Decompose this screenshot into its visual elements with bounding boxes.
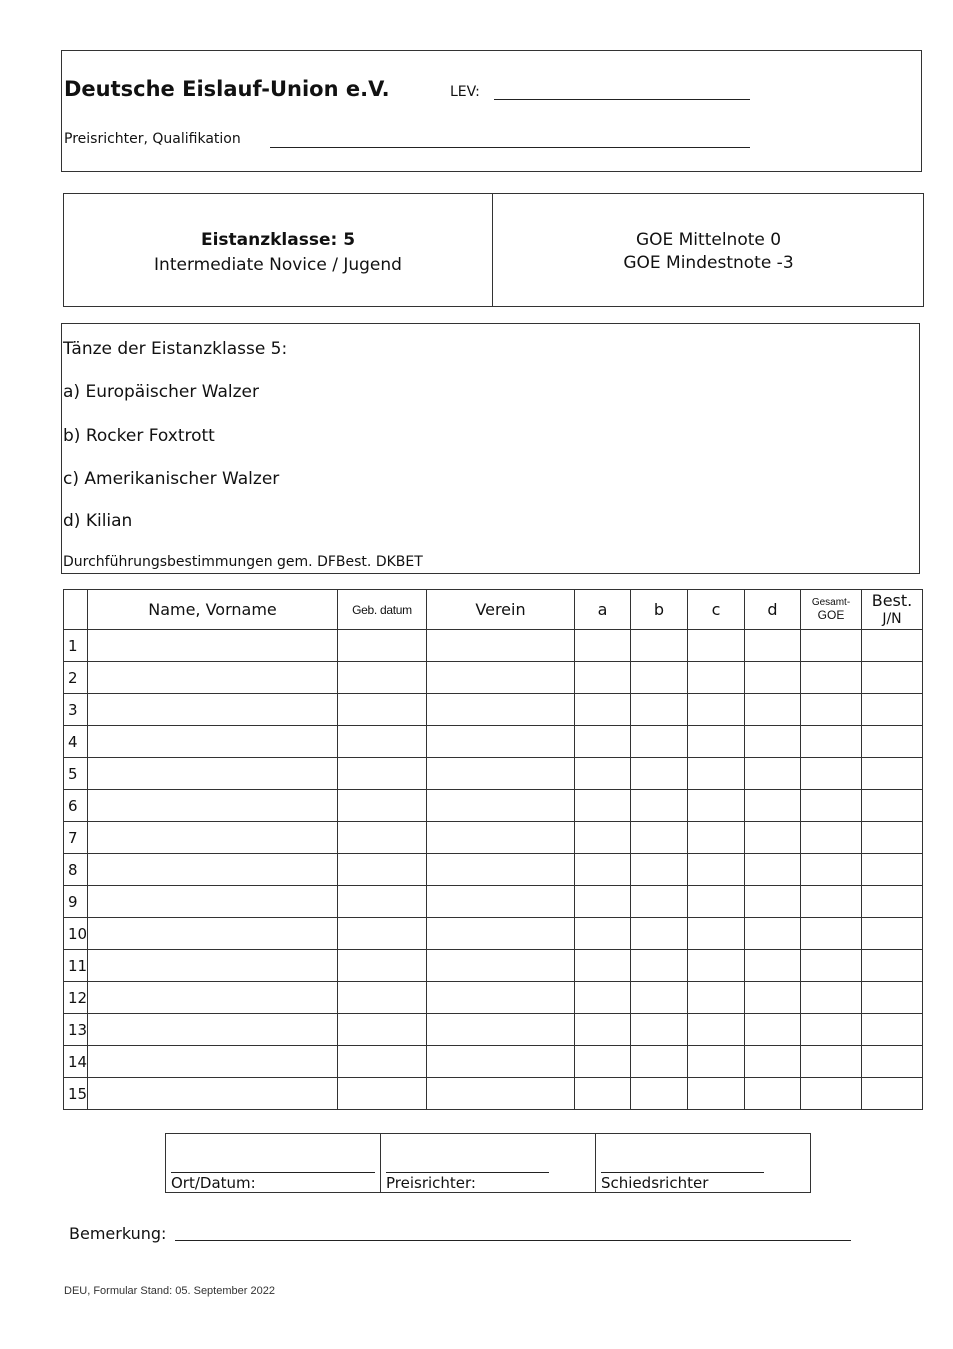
dance-d-cell[interactable] [745, 694, 801, 726]
table-header-row [64, 590, 923, 630]
dance-c-cell[interactable] [688, 854, 745, 886]
dance-b-cell[interactable] [631, 790, 688, 822]
dance-a-cell[interactable] [575, 1078, 631, 1110]
table-row [64, 950, 923, 982]
table-row [64, 854, 923, 886]
dance-d-cell[interactable] [745, 886, 801, 918]
place-date-signature-line[interactable] [171, 1172, 375, 1173]
dance-b-cell[interactable] [631, 854, 688, 886]
dance-d-cell[interactable] [745, 854, 801, 886]
name-cell[interactable] [88, 854, 338, 886]
total-goe-cell[interactable] [801, 854, 862, 886]
passed-cell[interactable] [862, 822, 923, 854]
dance-c-cell[interactable] [688, 1078, 745, 1110]
dance-d-cell[interactable] [745, 1014, 801, 1046]
dance-b-cell[interactable] [631, 918, 688, 950]
row-number: 7 [64, 822, 88, 854]
total-goe-cell[interactable] [801, 726, 862, 758]
dance-c-cell[interactable] [688, 694, 745, 726]
referee-signature-line[interactable] [601, 1172, 764, 1173]
club-cell[interactable] [427, 918, 575, 950]
dance-a-cell[interactable] [575, 1014, 631, 1046]
total-goe-cell[interactable] [801, 886, 862, 918]
table-row [64, 662, 923, 694]
dance-item-c: c) Amerikanischer Walzer [63, 469, 280, 489]
birthdate-cell[interactable] [338, 918, 427, 950]
name-cell[interactable] [88, 1078, 338, 1110]
birthdate-cell[interactable] [338, 630, 427, 662]
remark-field-line[interactable] [175, 1240, 851, 1241]
header-dance-c: c [688, 590, 745, 630]
dance-d-cell[interactable] [745, 758, 801, 790]
passed-cell[interactable] [862, 630, 923, 662]
total-goe-cell[interactable] [801, 790, 862, 822]
total-goe-cell[interactable] [801, 1014, 862, 1046]
table-row [64, 758, 923, 790]
referee-signature-label: Schiedsrichter [601, 1174, 709, 1192]
passed-cell[interactable] [862, 950, 923, 982]
row-number: 11 [64, 950, 88, 982]
dance-d-cell[interactable] [745, 822, 801, 854]
header-dance-d: d [745, 590, 801, 630]
row-number: 9 [64, 886, 88, 918]
dance-b-cell[interactable] [631, 1014, 688, 1046]
dance-d-cell[interactable] [745, 950, 801, 982]
name-cell[interactable] [88, 694, 338, 726]
total-goe-cell[interactable] [801, 662, 862, 694]
dance-a-cell[interactable] [575, 630, 631, 662]
name-cell[interactable] [88, 982, 338, 1014]
dance-a-cell[interactable] [575, 758, 631, 790]
signature-divider [595, 1133, 596, 1193]
row-number: 6 [64, 790, 88, 822]
dance-item-d: d) Kilian [63, 511, 133, 531]
passed-cell[interactable] [862, 790, 923, 822]
remark-label: Bemerkung: [69, 1224, 167, 1243]
name-cell[interactable] [88, 822, 338, 854]
name-cell[interactable] [88, 1046, 338, 1078]
birthdate-cell[interactable] [338, 1014, 427, 1046]
total-goe-cell[interactable] [801, 1078, 862, 1110]
header-passed [862, 590, 923, 630]
dance-a-cell[interactable] [575, 662, 631, 694]
dance-b-cell[interactable] [631, 886, 688, 918]
dance-item-b: b) Rocker Foxtrott [63, 426, 215, 446]
passed-cell[interactable] [862, 694, 923, 726]
dance-d-cell[interactable] [745, 790, 801, 822]
dance-a-cell[interactable] [575, 726, 631, 758]
dance-b-cell[interactable] [631, 630, 688, 662]
dance-c-cell[interactable] [688, 918, 745, 950]
header-total-goe-line1: Gesamt- [811, 597, 851, 608]
passed-cell[interactable] [862, 918, 923, 950]
dance-c-cell[interactable] [688, 662, 745, 694]
passed-cell[interactable] [862, 886, 923, 918]
dance-item-a: a) Europäischer Walzer [63, 382, 259, 402]
dance-d-cell[interactable] [745, 1046, 801, 1078]
passed-cell[interactable] [862, 1078, 923, 1110]
passed-cell[interactable] [862, 854, 923, 886]
dance-d-cell[interactable] [745, 662, 801, 694]
total-goe-cell[interactable] [801, 918, 862, 950]
header-passed-line2: J/N [882, 610, 902, 627]
judge-qualification-label: Preisrichter, Qualifikation [64, 131, 241, 147]
dance-c-cell[interactable] [688, 726, 745, 758]
passed-cell[interactable] [862, 1014, 923, 1046]
row-number: 5 [64, 758, 88, 790]
row-number: 13 [64, 1014, 88, 1046]
dance-a-cell[interactable] [575, 822, 631, 854]
total-goe-cell[interactable] [801, 822, 862, 854]
dance-a-cell[interactable] [575, 918, 631, 950]
header-club: Verein [427, 590, 575, 630]
name-cell[interactable] [88, 726, 338, 758]
table-row [64, 726, 923, 758]
lev-field-line[interactable] [494, 99, 750, 100]
total-goe-cell[interactable] [801, 630, 862, 662]
lev-label: LEV: [450, 84, 480, 100]
total-goe-cell[interactable] [801, 694, 862, 726]
header-birthdate: Geb. datum [338, 590, 427, 630]
club-cell[interactable] [427, 1014, 575, 1046]
birthdate-cell[interactable] [338, 1078, 427, 1110]
table-row [64, 630, 923, 662]
birthdate-cell[interactable] [338, 982, 427, 1014]
table-row [64, 886, 923, 918]
birthdate-cell[interactable] [338, 694, 427, 726]
judge-qualification-field-line[interactable] [270, 147, 750, 148]
row-number: 3 [64, 694, 88, 726]
header-total-goe [801, 590, 862, 630]
club-cell[interactable] [427, 854, 575, 886]
header-passed-line1: Best. [871, 590, 913, 610]
dance-b-cell[interactable] [631, 1078, 688, 1110]
header-box [61, 50, 922, 172]
results-table [63, 589, 923, 1110]
dance-b-cell[interactable] [631, 758, 688, 790]
header-number [64, 590, 88, 630]
passed-cell[interactable] [862, 1046, 923, 1078]
total-goe-cell[interactable] [801, 950, 862, 982]
results-body [64, 630, 923, 1110]
row-number: 10 [64, 918, 88, 950]
name-cell[interactable] [88, 1014, 338, 1046]
row-number: 4 [64, 726, 88, 758]
dance-c-cell[interactable] [688, 886, 745, 918]
birthdate-cell[interactable] [338, 1046, 427, 1078]
organization-title: Deutsche Eislauf-Union e.V. [64, 77, 390, 101]
dance-a-cell[interactable] [575, 790, 631, 822]
club-cell[interactable] [427, 950, 575, 982]
name-cell[interactable] [88, 758, 338, 790]
dance-c-cell[interactable] [688, 630, 745, 662]
total-goe-cell[interactable] [801, 1046, 862, 1078]
goe-minimum: GOE Mindestnote -3 [623, 253, 794, 273]
birthdate-cell[interactable] [338, 758, 427, 790]
table-row [64, 1046, 923, 1078]
dance-b-cell[interactable] [631, 982, 688, 1014]
name-cell[interactable] [88, 886, 338, 918]
class-info-box [63, 193, 924, 307]
table-row [64, 918, 923, 950]
dance-c-cell[interactable] [688, 982, 745, 1014]
dance-d-cell[interactable] [745, 1078, 801, 1110]
footer-text: DEU, Formular Stand: 05. September 2022 [64, 1285, 275, 1297]
birthdate-cell[interactable] [338, 822, 427, 854]
signature-box [165, 1133, 811, 1193]
club-cell[interactable] [427, 1078, 575, 1110]
club-cell[interactable] [427, 1046, 575, 1078]
dance-c-cell[interactable] [688, 822, 745, 854]
passed-cell[interactable] [862, 662, 923, 694]
header-total-goe-line2: GOE [817, 608, 845, 622]
row-number: 15 [64, 1078, 88, 1110]
name-cell[interactable] [88, 630, 338, 662]
judge-signature-line[interactable] [386, 1172, 549, 1173]
header-dance-b: b [631, 590, 688, 630]
row-number: 1 [64, 630, 88, 662]
dance-a-cell[interactable] [575, 694, 631, 726]
dance-c-cell[interactable] [688, 1046, 745, 1078]
passed-cell[interactable] [862, 758, 923, 790]
dance-d-cell[interactable] [745, 630, 801, 662]
club-cell[interactable] [427, 662, 575, 694]
dance-c-cell[interactable] [688, 1014, 745, 1046]
header-dance-a: a [575, 590, 631, 630]
dances-note: Durchführungsbestimmungen gem. DFBest. DKBET [63, 554, 423, 570]
table-row [64, 982, 923, 1014]
dance-a-cell[interactable] [575, 1046, 631, 1078]
name-cell[interactable] [88, 790, 338, 822]
class-subtitle: Intermediate Novice / Jugend [154, 255, 402, 275]
dance-a-cell[interactable] [575, 982, 631, 1014]
table-row [64, 790, 923, 822]
dance-c-cell[interactable] [688, 950, 745, 982]
name-cell[interactable] [88, 950, 338, 982]
dance-c-cell[interactable] [688, 758, 745, 790]
dance-c-cell[interactable] [688, 790, 745, 822]
dances-box [61, 323, 920, 574]
class-title: Eistanzklasse: 5 [200, 230, 356, 250]
judge-signature-label: Preisrichter: [386, 1174, 476, 1192]
passed-cell[interactable] [862, 982, 923, 1014]
goe-average: GOE Mittelnote 0 [635, 230, 782, 250]
birthdate-cell[interactable] [338, 854, 427, 886]
birthdate-cell[interactable] [338, 950, 427, 982]
club-cell[interactable] [427, 982, 575, 1014]
birthdate-cell[interactable] [338, 790, 427, 822]
table-row [64, 694, 923, 726]
club-cell[interactable] [427, 694, 575, 726]
club-cell[interactable] [427, 758, 575, 790]
row-number: 2 [64, 662, 88, 694]
table-row [64, 1078, 923, 1110]
dance-b-cell[interactable] [631, 726, 688, 758]
table-row [64, 1014, 923, 1046]
dance-d-cell[interactable] [745, 982, 801, 1014]
name-cell[interactable] [88, 662, 338, 694]
dance-d-cell[interactable] [745, 726, 801, 758]
header-name: Name, Vorname [88, 590, 338, 630]
birthdate-cell[interactable] [338, 726, 427, 758]
birthdate-cell[interactable] [338, 886, 427, 918]
dance-b-cell[interactable] [631, 822, 688, 854]
dance-a-cell[interactable] [575, 886, 631, 918]
signature-divider [380, 1133, 381, 1193]
dance-a-cell[interactable] [575, 854, 631, 886]
dance-d-cell[interactable] [745, 918, 801, 950]
dance-b-cell[interactable] [631, 950, 688, 982]
dances-heading: Tänze der Eistanzklasse 5: [63, 339, 288, 359]
birthdate-cell[interactable] [338, 662, 427, 694]
table-row [64, 822, 923, 854]
club-cell[interactable] [427, 886, 575, 918]
total-goe-cell[interactable] [801, 758, 862, 790]
club-cell[interactable] [427, 822, 575, 854]
club-cell[interactable] [427, 630, 575, 662]
row-number: 14 [64, 1046, 88, 1078]
total-goe-cell[interactable] [801, 982, 862, 1014]
dance-b-cell[interactable] [631, 662, 688, 694]
dance-a-cell[interactable] [575, 950, 631, 982]
dance-b-cell[interactable] [631, 694, 688, 726]
club-cell[interactable] [427, 726, 575, 758]
row-number: 12 [64, 982, 88, 1014]
dance-b-cell[interactable] [631, 1046, 688, 1078]
name-cell[interactable] [88, 918, 338, 950]
passed-cell[interactable] [862, 726, 923, 758]
club-cell[interactable] [427, 790, 575, 822]
class-info-divider [492, 193, 493, 307]
row-number: 8 [64, 854, 88, 886]
place-date-label: Ort/Datum: [171, 1174, 256, 1192]
